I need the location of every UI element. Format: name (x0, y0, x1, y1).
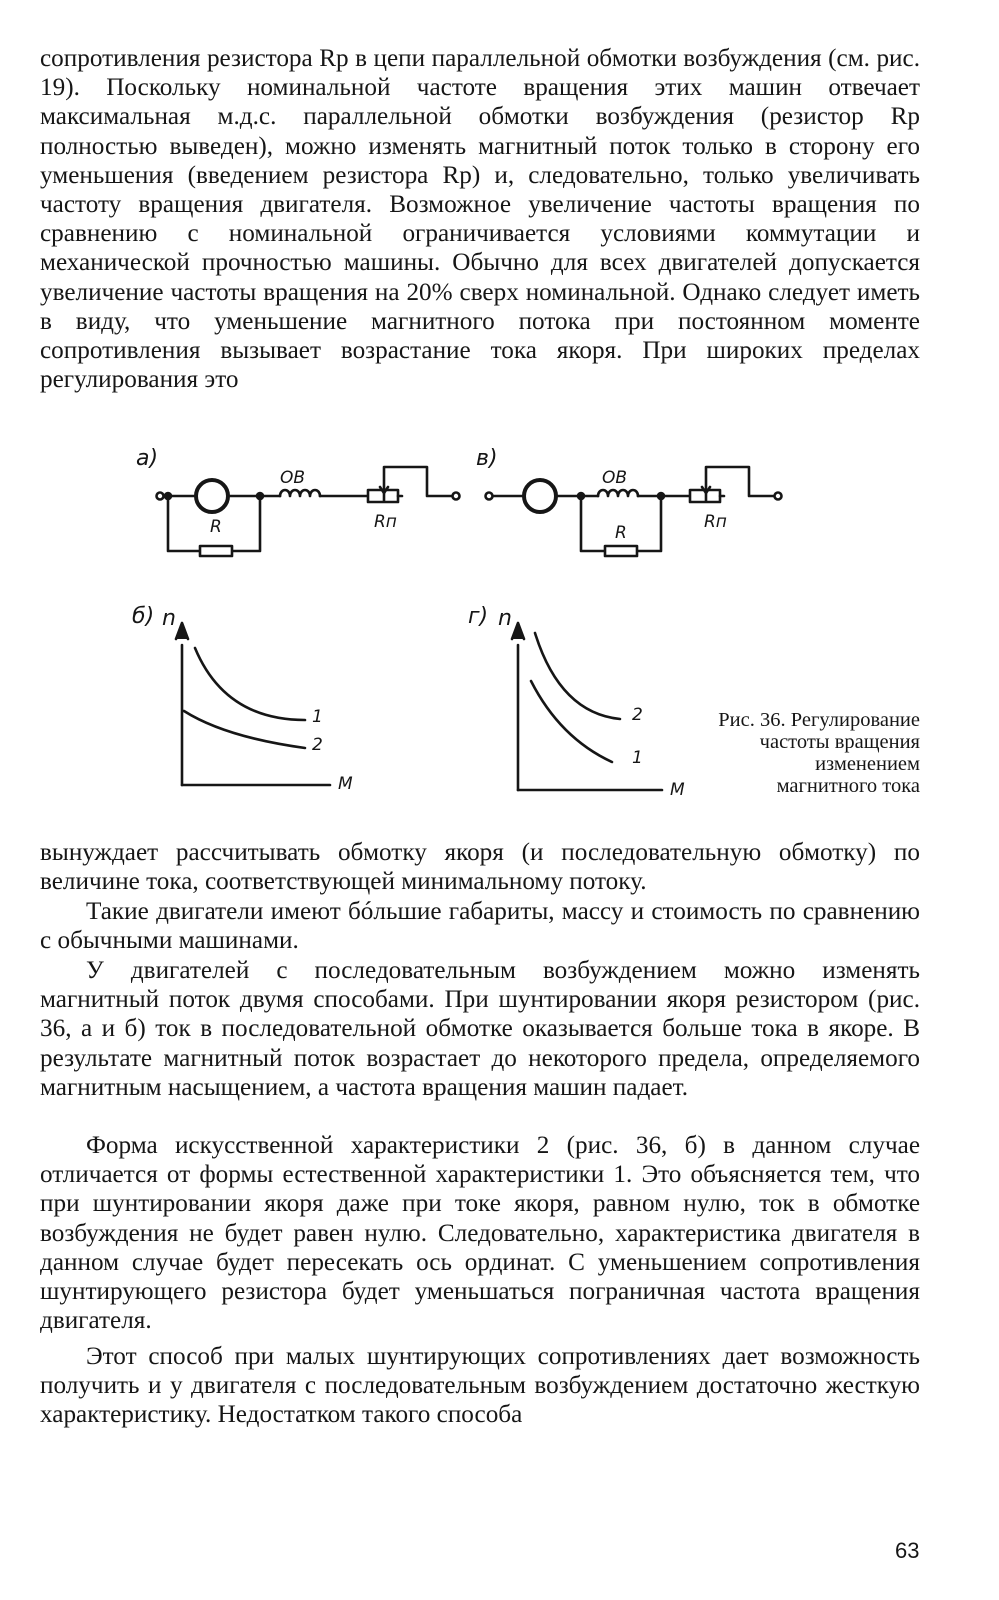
panel-b-x-axis-label: M (338, 774, 353, 794)
panel-g-x-axis-label: M (670, 780, 685, 800)
graph-g-curve-2 (535, 633, 620, 719)
panel-g-y-axis-label: n (498, 606, 512, 631)
panel-v-resistor-label: R (615, 523, 627, 543)
panel-b-curve-1-label: 1 (312, 707, 323, 727)
panel-g-curve-2-label: 2 (632, 705, 643, 725)
paragraph-5: Этот способ при малых шунтирующих сопротивлениях дает возможность получить и у двигателя с последовательным возбуждением достаточно жесткую характеристику. Недостатком такого способа (40, 1343, 920, 1429)
paragraph-4: Форма искусственной характеристики 2 (рис. 36, б) в данном случае отличается от формы естественной характеристики 1. Это объясняется тем, что при шунтировании якоря даже при токе якоря, равном нулю, ток в обмотке возбуждения не будет равен нулю. Следовательно, характеристика двигателя в данном случае будет пересекать ось ординат. С уменьшением сопротивления шунтирующего резистора будет уменьшаться пограничная частота вращения двигателя. (40, 1132, 920, 1335)
panel-a-label: а) (136, 446, 159, 471)
top-paragraph: сопротивления резистора Rр в цепи параллельной обмотки возбуждения (см. рис. 19). Поскольку номинальной частоте вращения этих машин отвечает максимальная м.д.с. параллельной обмотки возбуждения (резистор Rр полностью выведен), можно изменять магнитный поток только в сторону его уменьшения (введением резистора Rр) и, следовательно, только увеличивать частоту вращения двигателя. Возможное увеличение частоты вращения по сравнению с номинальной ограничивается условиями коммутации и механической прочностью машины. Обычно для всех двигателей допускается увеличение частоты вращения на 20% сверх номинальной. Однако следует иметь в виду, что уменьшение магнитного потока при постоянном моменте сопротивления вызывает возрастание тока якоря. При широких пределах регулирования это (40, 45, 920, 394)
paragraph-3: У двигателей с последовательным возбуждением можно изменять магнитный поток двумя способами. При шунтировании якоря резистором (рис. 36, а и б) ток в последовательной обмотке оказывается больше тока в якоре. В результате магнитный поток возрастает до некоторого предела, определяемого магнитным насыщением, а частота вращения машин падает. (40, 957, 920, 1101)
graph-g-curve-1 (531, 681, 612, 762)
panel-g-label: г) (468, 604, 489, 629)
graph-b-axes (176, 623, 330, 785)
figure-36 (120, 445, 940, 825)
panel-b-curve-2-label: 2 (312, 735, 323, 755)
panel-a-winding-label: ОВ (280, 468, 306, 488)
circuit-v (486, 467, 782, 556)
graph-b-curve-1 (195, 648, 305, 720)
paragraph-1: вынуждает рассчитывать обмотку якоря (и последовательную обмотку) по величине тока, соответствующей минимальному потоку. (40, 839, 920, 896)
paragraph-2: Такие двигатели имеют бóльшие габариты, массу и стоимость по сравнению с обычными машинами. (40, 898, 920, 955)
figure-caption: Рис. 36. Регулирование частоты вращения изменением магнитного тока (718, 709, 920, 797)
panel-a-rheostat-label: Rп (374, 512, 397, 532)
panel-b-label: б) (132, 604, 155, 629)
panel-b-y-axis-label: n (162, 606, 176, 631)
panel-v-rheostat-label: Rп (704, 512, 727, 532)
panel-v-label: в) (476, 446, 498, 471)
panel-a-resistor-label: R (210, 517, 222, 537)
graph-b-curve-2 (184, 711, 305, 748)
circuit-a (157, 467, 460, 556)
panel-v-winding-label: ОВ (602, 468, 628, 488)
panel-g-curve-1-label: 1 (632, 748, 643, 768)
page-number: 63 (895, 1538, 920, 1563)
